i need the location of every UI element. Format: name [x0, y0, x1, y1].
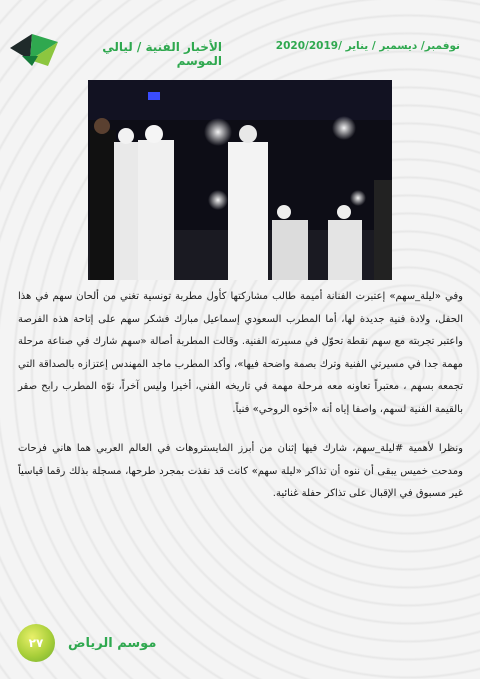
footer-brand: موسم الرياض — [68, 636, 157, 651]
page-number-badge: ٢٧ — [17, 624, 55, 662]
section-title: الأخبار الفنية / ليالي الموسم — [102, 40, 222, 68]
article-paragraph-2: ونظرا لأهمية #ليلة_سهم، شارك فيها إثنان من أبرز المايستروهات في العالم العربي هما هاني فرحات ومدحت خميس يبقى أن ننوه أن تذاكر «ليلة سهم» كانت قد نفذت بمجرد طرحها، مسجلة بذلك رقما قياسياً غير مسبوق في الإقبال على تذاكر حفلة غنائية. — [18, 443, 463, 499]
season-logo-icon — [8, 26, 60, 70]
issue-date: نوفمبر/ ديسمبر / يناير /2020/2019 — [275, 40, 460, 52]
article-paragraph-1: وفي «ليلة_سهم» إعتبرت الفنانة أميمة طالب مشاركتها كأول مطربة تونسية تغني من ألحان سهم في هذا الحفل، ولادة فنية جديدة لها، أما المطرب السعودي إسماعيل مبارك فشكر سهم على إتاحة هذه الفرصة واعتبر تجربته مع سهم نقطة تحوّل في مسيرته الفنية. وقالت المطربة أصالة «سهم شارك في صناعة مرحلة مهمة جدا في مسيرتي الفنية وترك بصمة واضحة فيها»، وأكد المطرب ماجد المهندس إعتزازه بالصداقة التي تجمعه بسهم ، معتبراً تعاونه معه مرحلة مهمة في تاريخه الفني، أخيرا وليس آخراً، نوّه المطرب رابح صقر بالقيمة الفنية لسهم، واصفا إياه أنه «أخوه الروحي» فنياً. — [18, 291, 463, 415]
stage-scene-image — [88, 80, 392, 280]
article-body — [18, 286, 463, 506]
concert-photo — [88, 80, 392, 280]
page-header — [0, 26, 480, 70]
